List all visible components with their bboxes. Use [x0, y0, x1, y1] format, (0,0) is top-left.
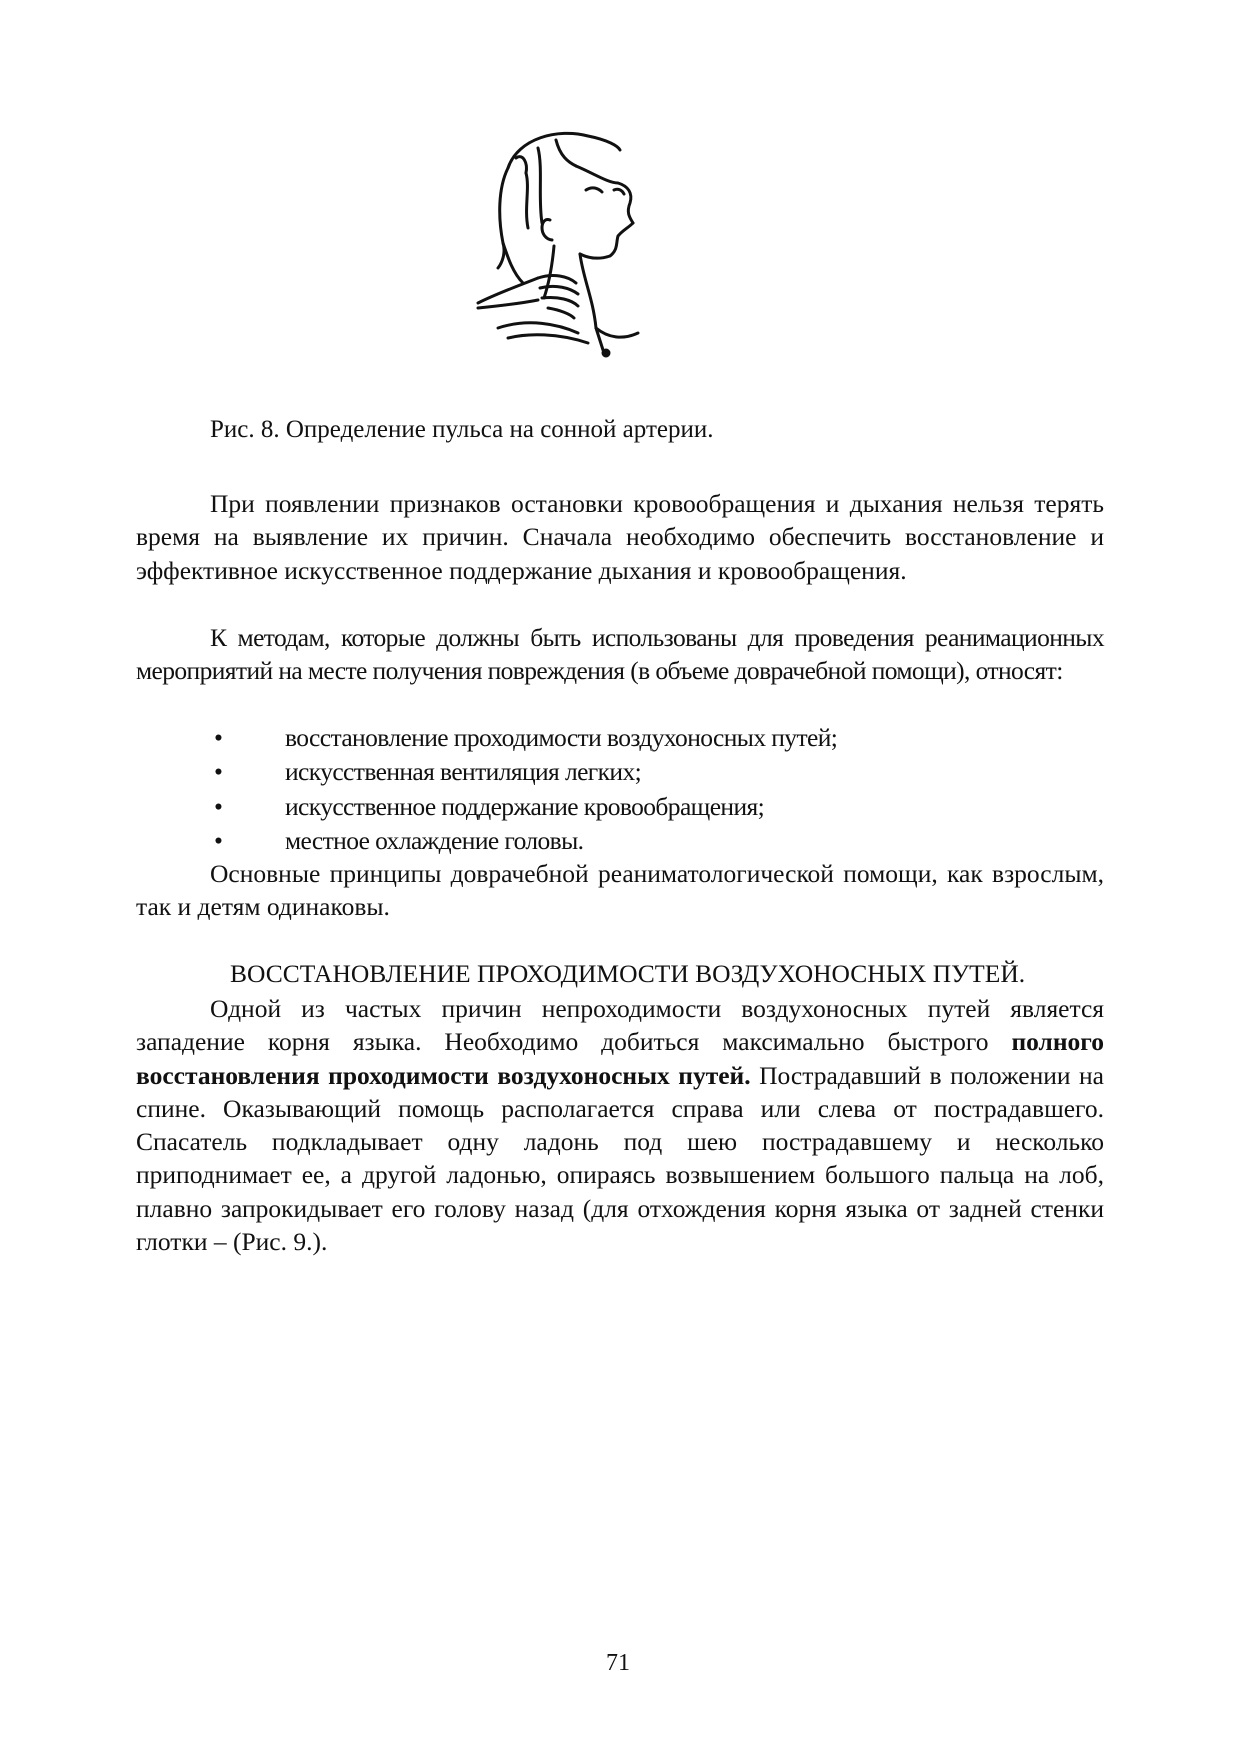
paragraph-1 [136, 487, 1104, 587]
paragraph-4 [136, 992, 1104, 1258]
paragraph-2-text: К методам, которые должны быть использованы для проведения реанимационных мероприятий на месте получения повреждения (в объеме доврачебной помощи), относят: [136, 623, 1104, 686]
list-item-text: искусственная вентиляция легких; [285, 757, 642, 787]
list-item-text: местное охлаждение головы. [285, 825, 584, 855]
list-item-text: искусственное поддержание кровообращения; [285, 791, 765, 821]
bullet-icon: • [214, 757, 223, 787]
carotid-pulse-illustration-icon [468, 128, 678, 358]
bullet-icon: • [214, 825, 223, 855]
paragraph-3 [136, 857, 1104, 924]
bullet-icon: • [214, 791, 223, 821]
paragraph-4-text-before: Одной из частых причин непроходимости воздухоносных путей является западение корня языка. Необходимо добиться максимально быстрого [136, 994, 1104, 1057]
list-item [136, 790, 1104, 824]
list-item [136, 721, 1104, 755]
paragraph-2 [136, 621, 1104, 688]
page-number: 71 [606, 1650, 630, 1676]
list-item-text: восстановление проходимости воздухоносных путей; [285, 723, 838, 752]
paragraph-1-text: При появлении признаков остановки кровообращения и дыхания нельзя терять время на выявление их причин. Сначала необходимо обеспечить восстановление и эффективное искусственное поддержание дыхания и кровообращения. [136, 489, 1104, 585]
bullet-icon: • [214, 723, 223, 752]
paragraph-3-text: Основные принципы доврачебной реаниматологической помощи, как взрослым, так и детям одинаковы. [136, 859, 1104, 922]
paragraph-4-text-after: Пострадавший в положении на спине. Оказывающий помощь располагается справа или слева от пострадавшего. Спасатель подкладывает одну ладонь под шею пострадавшему и несколько приподнимает ее, а другой ладонью, опираясь возвышением большого пальца на лоб, плавно запрокидывает его голову назад (для отхождения корня языка от задней стенки глотки – (Рис. 9.). [136, 1060, 1104, 1257]
list-item [136, 755, 1104, 789]
list-item [136, 824, 1104, 858]
methods-list [136, 721, 1104, 858]
figure-caption: Рис. 8. Определение пульса на сонной артерии. [210, 416, 714, 443]
paragraph-4-bold-text: полного восстановления проходимости воздухоносных путей. [136, 1027, 1104, 1090]
section-heading: ВОССТАНОВЛЕНИЕ ПРОХОДИМОСТИ ВОЗДУХОНОСНЫХ ПУТЕЙ. [230, 959, 1026, 988]
